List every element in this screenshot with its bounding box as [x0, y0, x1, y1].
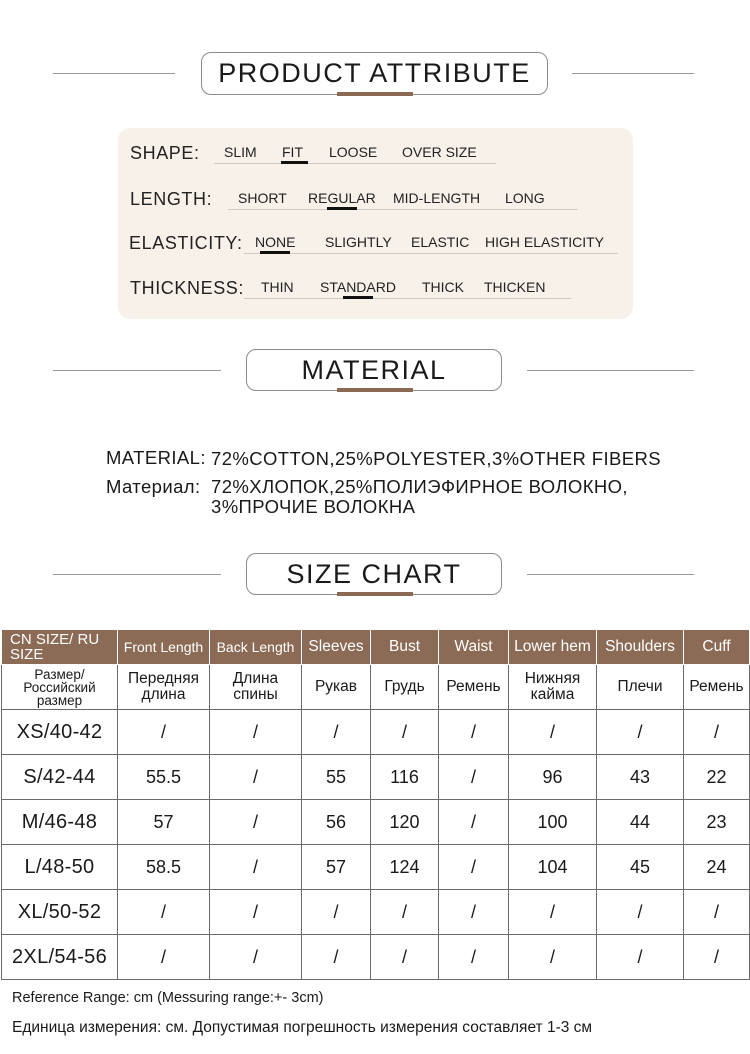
title-accent-bar: [337, 592, 413, 596]
table-cell: 23: [684, 800, 750, 845]
attribute-option: LOOSE: [329, 144, 378, 160]
attribute-option: THICKEN: [484, 279, 546, 295]
table-cell: /: [597, 935, 684, 980]
header-cell: CN SIZE/ RU SIZE: [2, 630, 118, 665]
table-cell: /: [302, 935, 371, 980]
attribute-label-shape: SHAPE:: [130, 143, 200, 163]
selected-marker: [260, 251, 290, 254]
divider-line: [572, 73, 694, 74]
selected-marker: [281, 161, 308, 164]
material-label-en: MATERIAL:: [106, 447, 206, 468]
table-cell: /: [684, 890, 750, 935]
attribute-underline: [244, 298, 571, 299]
table-cell: /: [509, 890, 597, 935]
size-chart-table: [1, 629, 750, 980]
table-cell: 55: [302, 755, 371, 800]
attribute-option: ELASTIC: [411, 234, 470, 250]
attribute-option-selected: FIT: [282, 144, 303, 160]
table-cell: /: [118, 890, 210, 935]
attribute-underline: [228, 209, 578, 210]
table-cell: /: [684, 935, 750, 980]
header-cell: Sleeves: [302, 630, 371, 665]
section-title-attribute: PRODUCT ATTRIBUTE: [201, 52, 548, 95]
table-cell: /: [118, 710, 210, 755]
table-cell: 24: [684, 845, 750, 890]
header-cell: Shoulders: [597, 630, 684, 665]
material-label-ru: Материал:: [106, 476, 201, 497]
table-row: [2, 710, 750, 755]
table-cell: /: [210, 800, 302, 845]
size-cell: S/42-44: [2, 755, 118, 800]
table-cell: /: [371, 935, 439, 980]
table-cell: /: [597, 710, 684, 755]
divider-line: [527, 574, 694, 575]
attribute-option-selected: REGULAR: [308, 190, 376, 206]
table-cell: /: [302, 890, 371, 935]
table-row: [2, 755, 750, 800]
subheader-cell: Передняя длина: [118, 665, 210, 710]
header-cell: Back Length: [210, 630, 302, 665]
material-value-en: 72%COTTON,25%POLYESTER,3%OTHER FIBERS: [211, 448, 662, 469]
table-cell: /: [439, 890, 509, 935]
table-cell: /: [210, 755, 302, 800]
table-cell: /: [371, 710, 439, 755]
table-cell: 57: [302, 845, 371, 890]
table-row: [2, 935, 750, 980]
size-cell: M/46-48: [2, 800, 118, 845]
table-cell: /: [118, 935, 210, 980]
subheader-cell: Рукав: [302, 665, 371, 710]
table-subheader-row: [2, 665, 750, 710]
section-title-material: MATERIAL: [246, 349, 502, 391]
table-cell: 55.5: [118, 755, 210, 800]
size-cell: L/48-50: [2, 845, 118, 890]
table-cell: 104: [509, 845, 597, 890]
attribute-option: SHORT: [238, 190, 287, 206]
table-cell: /: [371, 890, 439, 935]
subheader-cell: Нижняя кайма: [509, 665, 597, 710]
table-cell: 22: [684, 755, 750, 800]
table-row: [2, 890, 750, 935]
table-cell: 116: [371, 755, 439, 800]
table-cell: /: [509, 935, 597, 980]
attribute-option: HIGH ELASTICITY: [485, 234, 605, 250]
subheader-cell: Длина спины: [210, 665, 302, 710]
header-cell: Bust: [371, 630, 439, 665]
header-cell: Cuff: [684, 630, 750, 665]
table-cell: /: [210, 935, 302, 980]
attribute-label-elasticity: ELASTICITY:: [129, 233, 243, 253]
table-cell: 96: [509, 755, 597, 800]
attribute-option: SLIGHTLY: [325, 234, 392, 250]
table-cell: /: [439, 755, 509, 800]
selected-marker: [327, 207, 357, 210]
table-cell: /: [439, 710, 509, 755]
table-cell: /: [509, 710, 597, 755]
material-value-ru-line1: 72%ХЛОПОК,25%ПОЛИЭФИРНОЕ ВОЛОКНО,: [211, 476, 628, 497]
table-cell: /: [210, 890, 302, 935]
attribute-option-selected: NONE: [255, 234, 296, 250]
size-cell: 2XL/54-56: [2, 935, 118, 980]
attribute-label-length: LENGTH:: [130, 189, 213, 209]
header-cell: Lower hem: [509, 630, 597, 665]
table-cell: 44: [597, 800, 684, 845]
title-accent-bar: [337, 92, 413, 96]
table-header-row: [2, 630, 750, 665]
table-cell: 45: [597, 845, 684, 890]
divider-line: [53, 574, 221, 575]
attribute-option: LONG: [505, 190, 545, 206]
attribute-option: THIN: [261, 279, 294, 295]
divider-line: [53, 73, 175, 74]
table-cell: /: [210, 710, 302, 755]
footnote-ru: Единица измерения: см. Допустимая погрешность измерения составляет 1-3 см: [12, 1019, 593, 1036]
header-cell: Front Length: [118, 630, 210, 665]
footnote-en: Reference Range: cm (Messuring range:+- 3cm): [12, 990, 324, 1006]
divider-line: [53, 370, 221, 371]
table-cell: 43: [597, 755, 684, 800]
attribute-option-selected: STANDARD: [320, 279, 396, 295]
material-value-ru-line2: 3%ПРОЧИЕ ВОЛОКНА: [211, 496, 416, 517]
table-cell: /: [302, 710, 371, 755]
table-cell: 56: [302, 800, 371, 845]
attribute-label-thickness: THICKNESS:: [130, 278, 245, 298]
table-cell: 100: [509, 800, 597, 845]
selected-marker: [343, 296, 373, 299]
table-cell: 120: [371, 800, 439, 845]
table-cell: 58.5: [118, 845, 210, 890]
subheader-cell: Размер/ Российский размер: [2, 665, 118, 710]
table-cell: 124: [371, 845, 439, 890]
attribute-option: THICK: [422, 279, 464, 295]
table-cell: /: [439, 845, 509, 890]
subheader-cell: Ремень: [439, 665, 509, 710]
title-accent-bar: [337, 388, 413, 392]
attribute-option: SLIM: [224, 144, 257, 160]
table-cell: /: [439, 935, 509, 980]
table-row: [2, 845, 750, 890]
table-row: [2, 800, 750, 845]
table-cell: /: [439, 800, 509, 845]
attribute-option: MID-LENGTH: [393, 190, 481, 206]
size-cell: XS/40-42: [2, 710, 118, 755]
subheader-cell: Плечи: [597, 665, 684, 710]
subheader-cell: Грудь: [371, 665, 439, 710]
table-cell: /: [210, 845, 302, 890]
attribute-underline: [244, 253, 618, 254]
header-cell: Waist: [439, 630, 509, 665]
divider-line: [527, 370, 694, 371]
attribute-option: OVER SIZE: [402, 144, 477, 160]
table-cell: 57: [118, 800, 210, 845]
table-cell: /: [597, 890, 684, 935]
table-cell: /: [684, 710, 750, 755]
subheader-cell: Ремень: [684, 665, 750, 710]
size-cell: XL/50-52: [2, 890, 118, 935]
attribute-underline: [214, 163, 496, 164]
section-title-size-chart: SIZE CHART: [246, 553, 502, 595]
